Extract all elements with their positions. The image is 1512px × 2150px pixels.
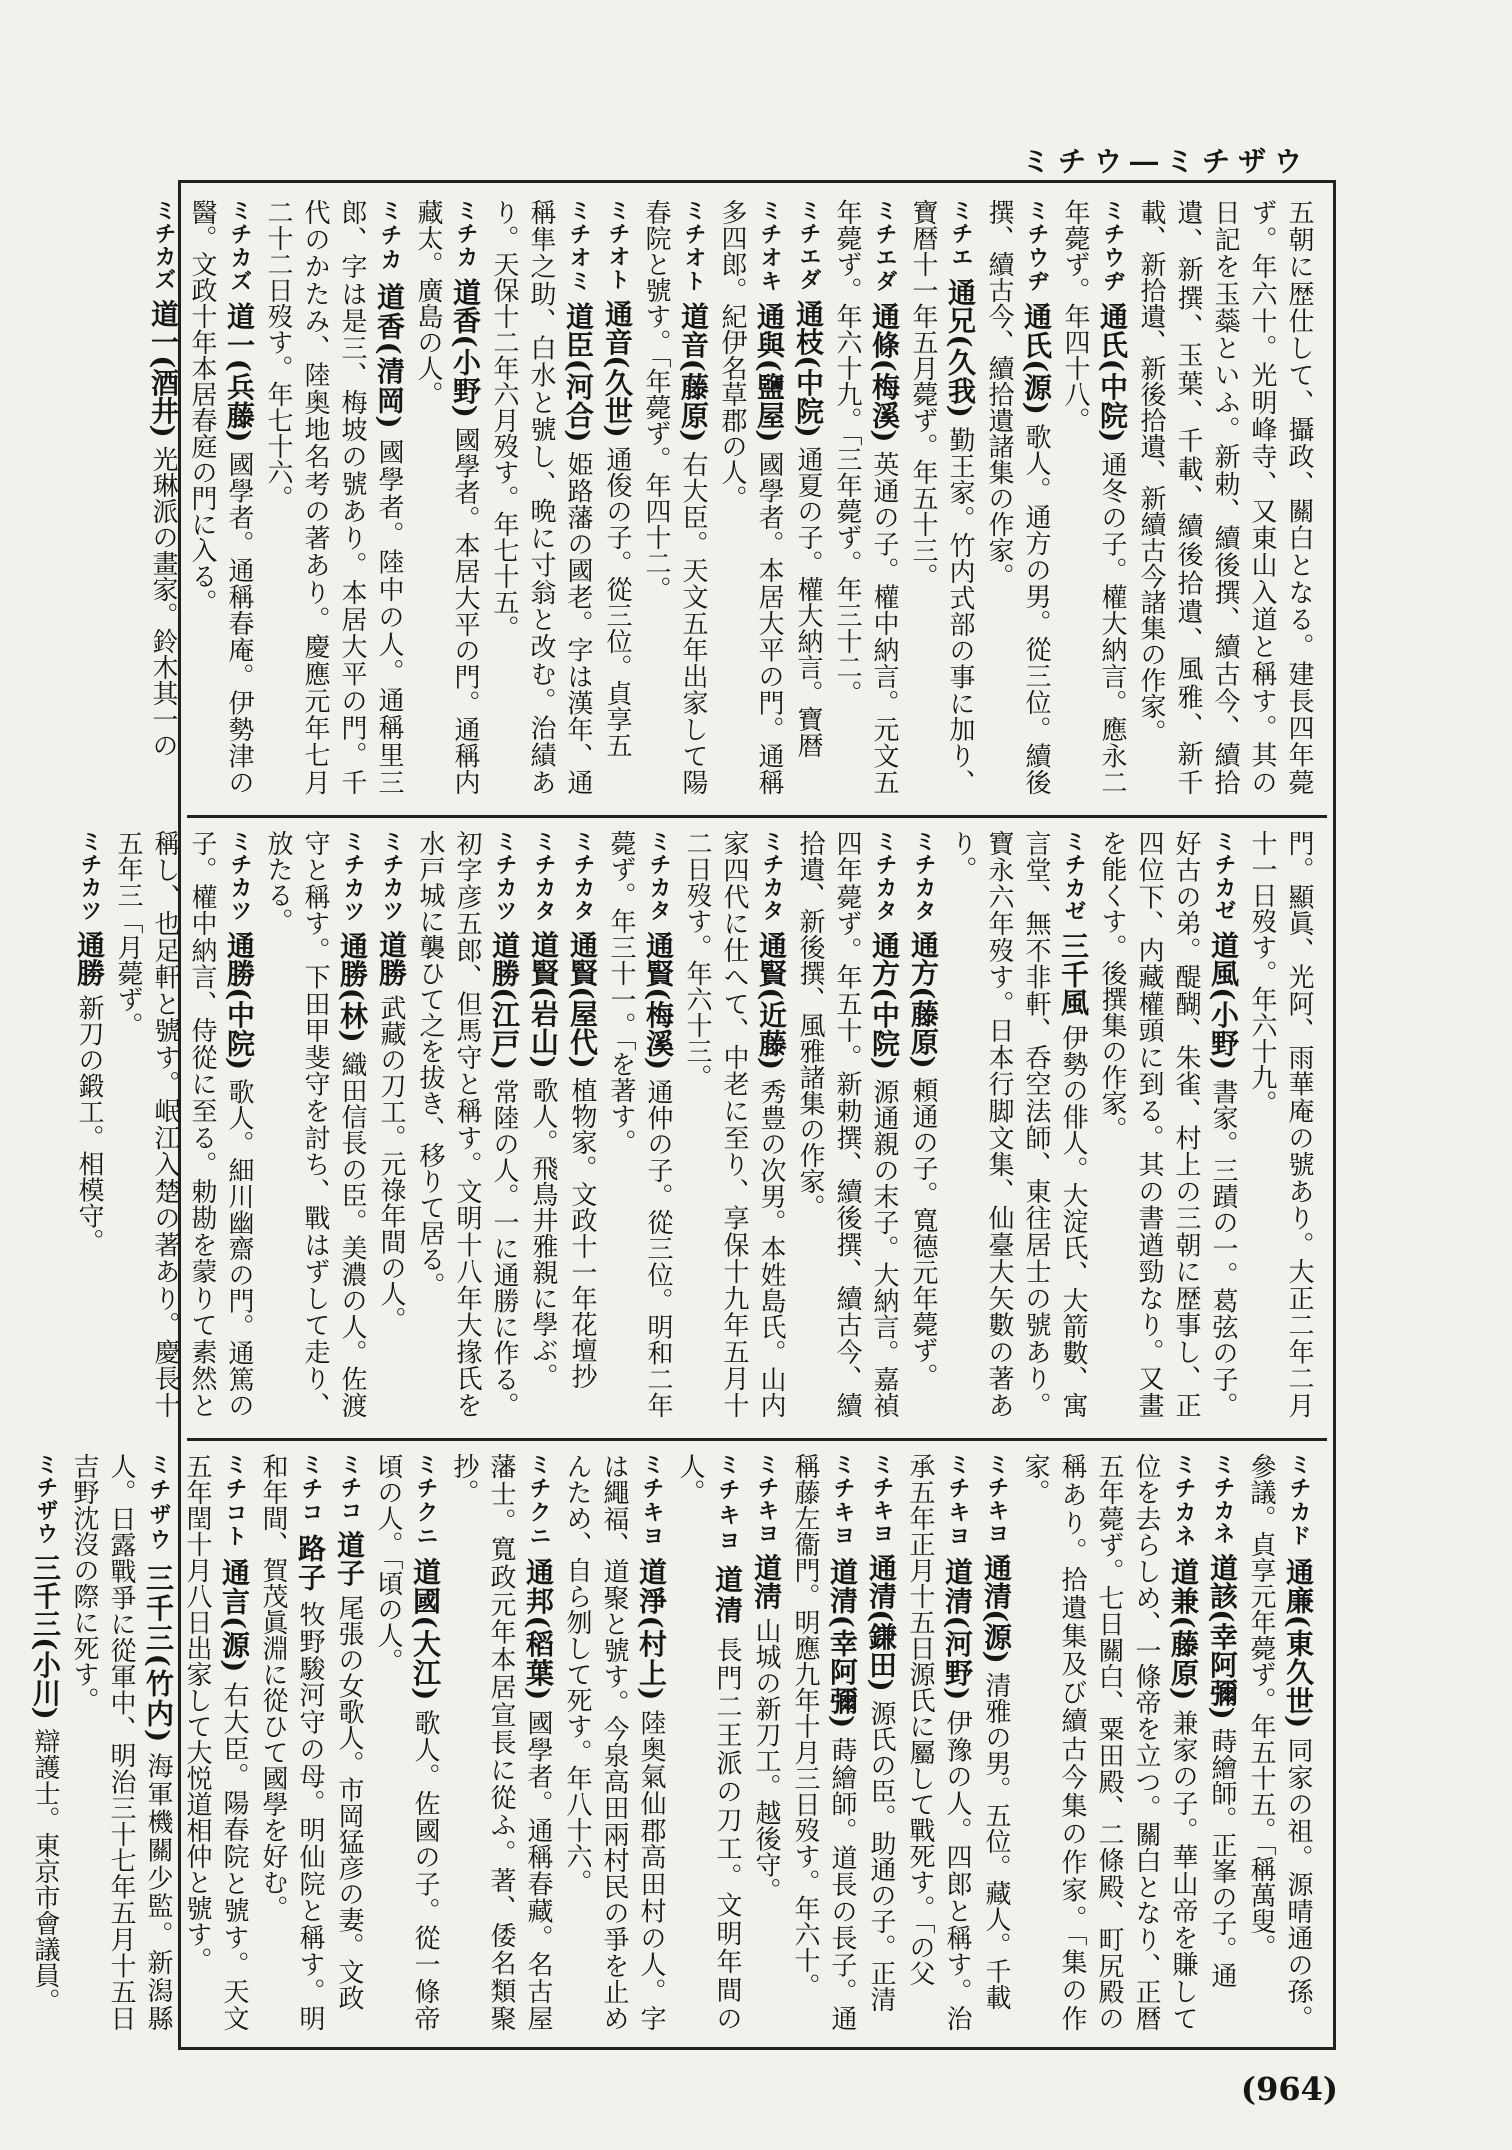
entry-reading: ミチザウ — [146, 1453, 171, 1554]
entry-headword: 道一(兵藤) — [223, 301, 256, 443]
dictionary-entry — [904, 830, 942, 1418]
entry-headword: 道賢(岩山) — [527, 930, 560, 1069]
entry-headword: 路子 — [294, 1534, 327, 1592]
entry-text: 源氏の臣。助通の子。正清 — [866, 1700, 896, 2013]
entry-headword: 三千風 — [1057, 931, 1090, 1017]
dictionary-entry — [1016, 1453, 1202, 2031]
entry-reading: ミチカタ — [759, 830, 784, 923]
entry-reading: ミチキヨ — [639, 1453, 664, 1549]
entry-text: 植物家。文政十一年花壇抄 — [567, 1077, 597, 1390]
dictionary-entry — [178, 1453, 253, 2031]
entry-headword: 道清 — [711, 1565, 744, 1626]
entry-text: 國學者。陸中の人。通稱里三郎、字は是三、梅坡の號あり。本居大平の門。千代のかたみ、陸奥地名考の著あり。慶應元年七月二十二日歿す。年七十六。 — [263, 199, 404, 796]
entry-reading: ミチエダ — [872, 199, 897, 293]
entry-headword: 通勝(中院) — [223, 930, 256, 1071]
entry-reading: ミチコ — [298, 1453, 323, 1525]
dictionary-entry — [598, 199, 636, 795]
entry-headword: 道音(藤原) — [677, 301, 710, 443]
entry-text: 伊勢の俳人。大淀氏、大箭數、寓言堂、無不非軒、呑空法師、東往居士の號あり。寶永六年歿す。日本行脚文集、仙臺大矢數の著あり。 — [947, 830, 1088, 1419]
dictionary-entry — [901, 1453, 976, 2031]
dictionary-entry — [144, 199, 182, 795]
entry-text: 伊豫の人。四郎と稱す。治承五年正月十五日源氏に屬して戰死す。「の父 — [905, 1453, 972, 2032]
entry-text: 歌人。通方の男。從三位。續後撰、續古今、續拾遺諸集の作家。 — [984, 199, 1051, 796]
entry-reading: ミチカタ — [570, 830, 595, 922]
dictionary-entry — [485, 199, 597, 795]
entry-text: 通俊の子。從三位。貞享五 — [602, 446, 632, 759]
dictionary-entry — [563, 830, 601, 1418]
dictionary-entry — [369, 1453, 444, 2031]
dictionary-entry — [980, 199, 1055, 795]
entry-reading: ミチオミ — [566, 199, 591, 293]
dictionary-entry — [254, 1453, 329, 2031]
entry-text: 歌人。飛鳥井雅親に學ぶ。 — [528, 1077, 558, 1390]
entry-headword: 通條(梅溪) — [868, 301, 901, 443]
entry-text: 英通の子。權中納言。元文五年薨ず。年六十九。「三年薨ず。年三十二。 — [832, 199, 899, 796]
entry-reading: ミチカツ — [340, 830, 365, 923]
entry-headword: 道臣(河合) — [562, 301, 595, 443]
dictionary-entry — [1203, 1453, 1241, 2031]
running-head: ミチウ―ミチザウ — [1021, 145, 1310, 178]
entry-headword: 道風(小野) — [1207, 930, 1240, 1071]
dictionary-entry — [259, 199, 408, 795]
entry-reading: ミチカゼ — [1061, 830, 1086, 923]
tier-top — [147, 187, 1327, 807]
entry-reading: ミチキヨ — [869, 1453, 894, 1545]
entry-reading: ミチカタ — [646, 830, 671, 923]
entry-reading: ミチカズ — [227, 199, 252, 293]
entry-text: 右大臣。天文五年出家して陽春院と號す。「年薨ず。年四十二。 — [641, 199, 708, 796]
entry-headword: 道清(幸阿彌) — [826, 1557, 859, 1729]
dictionary-entry — [259, 830, 371, 1418]
entry-reading: ミチカネ — [1171, 1453, 1196, 1549]
entry-headword: 通音(久世) — [601, 299, 634, 438]
entry-reading: ミチカズ — [151, 199, 176, 291]
dictionary-entry — [789, 199, 827, 795]
dictionary-entry — [602, 830, 677, 1418]
entry-reading: ミチカタ — [911, 830, 936, 922]
entry-reading: ミチカツ — [227, 830, 252, 923]
tier-bottom — [29, 1438, 1327, 2043]
dictionary-entry — [671, 1453, 746, 2031]
entry-headword: 通邦(稻葉) — [522, 1557, 555, 1701]
entry-text: 門。顯眞、光阿、雨華庵の號あり。大正二年二月十一日歿す。年六十九。 — [1247, 830, 1314, 1418]
entry-reading: ミチキヨ — [830, 1453, 855, 1549]
entry-text: 國學者。通稱春藏。名古屋藩士。寬政元年本居宣長に從ふ。著、倭名類聚抄。 — [449, 1453, 553, 2032]
dictionary-entry — [1093, 830, 1242, 1418]
dictionary-entry — [637, 199, 712, 795]
entry-text: 山城の新刀工。越後守。 — [751, 1617, 781, 1904]
entry-text: 長門二王派の刀工。文明年間の人。 — [675, 1453, 742, 2032]
entry-text: 歌人。細川幽齋の門。通篤の子。權中納言、侍從に至る。勅勘を蒙りて素然と稱し、也足軒と號す。岷江入楚の著あり。慶長十五年三「月薨ず。 — [113, 830, 254, 1419]
entry-reading: ミチカ — [377, 199, 402, 273]
dictionary-entry — [747, 1453, 785, 2031]
dictionary-entry — [524, 830, 562, 1418]
entry-headword: 道香(清岡) — [373, 282, 406, 429]
entry-continuation — [1132, 199, 1317, 795]
dictionary-entry — [1056, 199, 1131, 795]
entry-text: 姫路藩の國老。字は漢年、通稱隼之助、白水と號し、晩に寸翁と改む。治績あり。天保十二年六月歿す。年七十五。 — [489, 199, 593, 796]
entry-reading: ミチザウ — [33, 1453, 58, 1545]
entry-reading: ミチカゼ — [1211, 830, 1236, 923]
entry-text: 織田信長の臣。美濃の人。佐渡守と稱す。下田甲斐守を討ち、戰はずして走り、放たる。 — [263, 830, 367, 1419]
dictionary-entry — [26, 1453, 64, 2031]
dictionary-entry — [409, 199, 484, 795]
dictionary-entry — [70, 830, 108, 1418]
dictionary-entry — [904, 199, 979, 795]
entry-text: 通冬の子。權大納言。應永二年薨ず。年四十八。 — [1060, 199, 1127, 796]
entry-reading: ミチオト — [681, 199, 706, 293]
entry-headword: 三千三(小川) — [29, 1553, 62, 1720]
entry-text: 常陸の人。一に通勝に作る。初字彦五郎、但馬守と稱す。文明十八年大掾氏を水戸城に襲ひて之を拔き、移りて居る。 — [415, 830, 519, 1419]
entry-text: 兼家の子。華山帝を賺して位を去らしめ、一條帝を立つ。關白となり、正暦五年薨ず。七日關白、粟田殿、二條殿、町尻殿の稱あり。拾遺集及び續古今集の作家。「集の作家。 — [1020, 1453, 1198, 2032]
entry-reading: ミチキヨ — [754, 1453, 779, 1545]
entry-reading: ミチキヨ — [945, 1453, 970, 1549]
entry-reading: ミチカタ — [872, 830, 897, 923]
dictionary-entry — [109, 830, 258, 1418]
entry-text: 陸奥氣仙郡高田村の人。字は繩福、道聚と號す。今泉高田兩村民の爭を止めんため、自ら刎して死す。年八十六。 — [562, 1453, 666, 2032]
entry-text: 國學者。通稱春庵。伊勢津の醫。文政十年本居春庭の門に入る。 — [187, 199, 254, 796]
entry-reading: ミチクニ — [526, 1453, 551, 1549]
entry-text: 辯護士。東京市會議員。 — [30, 1728, 60, 2015]
entry-text: 通夏の子。權大納言。寶暦 — [793, 446, 823, 759]
entry-text: 通仲の子。從三位。明和二年薨ず。年三十一。「を著す。 — [606, 830, 673, 1419]
entry-reading: ミチキヨ — [984, 1453, 1009, 1545]
dictionary-entry — [558, 1453, 670, 2031]
entry-headword: 通言(源) — [218, 1558, 251, 1673]
entry-text: 五朝に歴仕して、攝政、關白となる。建長四年薨ず。年六十。光明峰寺、又東山入道と稱す。其の日記を玉蘂といふ。新勅、續後撰、續古今、續拾遺、新撰、玉葉、千載、續後拾遺、風雅、新千載、新拾遺、新後拾遺、新續古今諸集の作家。 — [1136, 199, 1314, 795]
page-number: (964) — [1240, 2070, 1338, 2108]
entry-text: 同家の祖。源晴通の孫。參議。貞享元年薨ず。年五十五。「稱萬叟。 — [1246, 1453, 1313, 2032]
entry-continuation — [1243, 830, 1317, 1418]
entry-headword: 道勝 — [375, 930, 408, 987]
entry-reading: ミチクニ — [413, 1453, 438, 1549]
entry-headword: 通勝 — [73, 930, 106, 987]
dictionary-entry — [828, 199, 903, 795]
entry-headword: 道香(小野) — [449, 277, 482, 418]
entry-headword: 通方(中院) — [868, 930, 901, 1071]
dictionary-entry — [445, 1453, 557, 2031]
entry-text: 頼通の子。寬德元年薨ず。 — [908, 1077, 938, 1390]
entry-headword: 道國(大江) — [409, 1557, 442, 1701]
entry-reading: ミチカタ — [531, 830, 556, 922]
entry-headword: 道兼(藤原) — [1167, 1557, 1200, 1701]
tier-middle — [73, 815, 1327, 1430]
entry-text: 蒔繪師。正峯の子。通 — [1207, 1728, 1237, 1989]
entry-headword: 道淨(村上) — [635, 1557, 668, 1701]
entry-reading: ミチカ — [453, 199, 478, 270]
entry-text: 歌人。佐國の子。從一條帝頃の人。「頃の人。 — [373, 1453, 440, 2032]
entry-text: 光琳派の畫家。鈴木其一の — [148, 446, 178, 759]
entry-headword: 通與(鹽屋) — [753, 301, 786, 443]
entry-reading: ミチカツ — [77, 830, 102, 922]
entry-text: 蒔繪師。道長の長子。通稱藤左衞門。明應九年十月三日歿す。年六十。 — [790, 1453, 857, 2032]
entry-reading: ミチカド — [1286, 1453, 1311, 1549]
entry-headword: 道一(酒井) — [147, 299, 180, 438]
entry-headword: 通清(鎌田) — [865, 1553, 898, 1692]
entry-headword: 通枝(中院) — [792, 299, 825, 438]
entry-text: 書家。三蹟の一。葛弦の子。好古の弟。醍醐、朱雀、村上の三朝に歴事し、正四位下、内藏權頭に到る。其の書遒勁なり。又畫を能くす。後撰集の作家。 — [1097, 830, 1238, 1419]
entry-reading: ミチウヂ — [1024, 199, 1049, 294]
entry-text: 牧野駿河守の母。明仙院と稱す。明和年間、賀茂眞淵に從ひて國學を好む。 — [258, 1453, 325, 2032]
entry-reading: ミチコ — [337, 1453, 362, 1522]
entry-text: 右大臣。陽春院と號す。天文五年閏十月八日出家して大悦道相仲と號す。 — [182, 1453, 249, 2031]
entry-reading: ミチオト — [605, 199, 630, 291]
entry-headword: 道勝(江戸) — [488, 930, 521, 1071]
entry-text: 秀豊の次男。本姓島氏。山内家四代に仕へて、中老に至り、享保十九年五月十二日歿す。年六十三。 — [682, 830, 786, 1419]
dictionary-entry — [786, 1453, 861, 2031]
entry-headword: 通兄(久我) — [944, 277, 977, 418]
entry-text: 國學者。本居大平の門。通稱内藏太。廣島の人。 — [413, 199, 480, 796]
dictionary-entry — [678, 830, 790, 1418]
entry-headword: 通氏(中院) — [1096, 301, 1129, 443]
text-frame — [29, 180, 1336, 2050]
entry-text: 海軍機關少監。新潟縣人。日露戰爭に從軍中、明治三十七年五月十五日吉野沈沒の際に死す。 — [69, 1453, 173, 2032]
entry-text: 國學者。本居大平の門。通稱多四郎。紀伊名草郡の人。 — [717, 199, 784, 796]
entry-reading: ミチウヂ — [1100, 199, 1125, 293]
entry-headword: 道淸 — [750, 1553, 783, 1610]
entry-text: 尾張の女歌人。市岡猛彦の妻。文政 — [334, 1594, 364, 2011]
entry-text: 源通親の末子。大納言。嘉禎四年薨ず。年五十。新勅撰、續後撰、續古今、續拾遺、新後撰、風雅諸集の作家。 — [795, 830, 899, 1419]
entry-headword: 通清(源) — [980, 1553, 1013, 1664]
entry-headword: 通賢(近藤) — [755, 930, 788, 1071]
entry-text: 新刀の鍛工。相模守。 — [74, 994, 104, 1255]
dictionary-entry — [943, 830, 1092, 1418]
dictionary-entry — [411, 830, 523, 1418]
entry-reading: ミチカネ — [1210, 1453, 1235, 1545]
entry-reading: ミチオキ — [757, 199, 782, 293]
dictionary-entry — [65, 1453, 177, 2031]
entry-reading: ミチキヨ — [715, 1453, 740, 1555]
entry-reading: ミチエダ — [796, 199, 821, 291]
dictionary-entry — [183, 199, 258, 795]
entry-text: 勤王家。竹内式部の事に加り、寶暦十一年五月薨ず。年五十三。 — [908, 199, 975, 796]
entry-headword: 三千三(竹内) — [142, 1563, 175, 1743]
entry-reading: ミチエ — [948, 199, 973, 270]
entry-reading: ミチコト — [222, 1453, 247, 1549]
entry-headword: 通氏(源) — [1020, 302, 1053, 415]
entry-reading: ミチカツ — [379, 830, 404, 922]
entry-text: 武藏の刀工。元祿年間の人。 — [376, 994, 406, 1333]
dictionary-entry — [862, 1453, 900, 2031]
entry-headword: 道子 — [333, 1530, 366, 1587]
dictionary-entry — [330, 1453, 368, 2031]
entry-reading: ミチカツ — [492, 830, 517, 923]
entry-headword: 道該(幸阿彌) — [1206, 1553, 1239, 1720]
dictionary-entry — [372, 830, 410, 1418]
entry-text: 清雅の男。五位。藏人。千載 — [981, 1672, 1011, 2011]
dictionary-entry — [791, 830, 903, 1418]
entry-headword: 通賢(屋代) — [566, 930, 599, 1069]
entry-headword: 通賢(梅溪) — [642, 930, 675, 1071]
dictionary-entry — [713, 199, 788, 795]
dictionary-entry — [977, 1453, 1015, 2031]
entry-headword: 通勝(林) — [336, 931, 369, 1043]
entry-headword: 通廉(東久世) — [1282, 1557, 1315, 1729]
entry-headword: 道清(河野) — [941, 1557, 974, 1701]
dictionary-entry — [1242, 1453, 1317, 2031]
entry-headword: 通方(藤原) — [907, 930, 940, 1069]
